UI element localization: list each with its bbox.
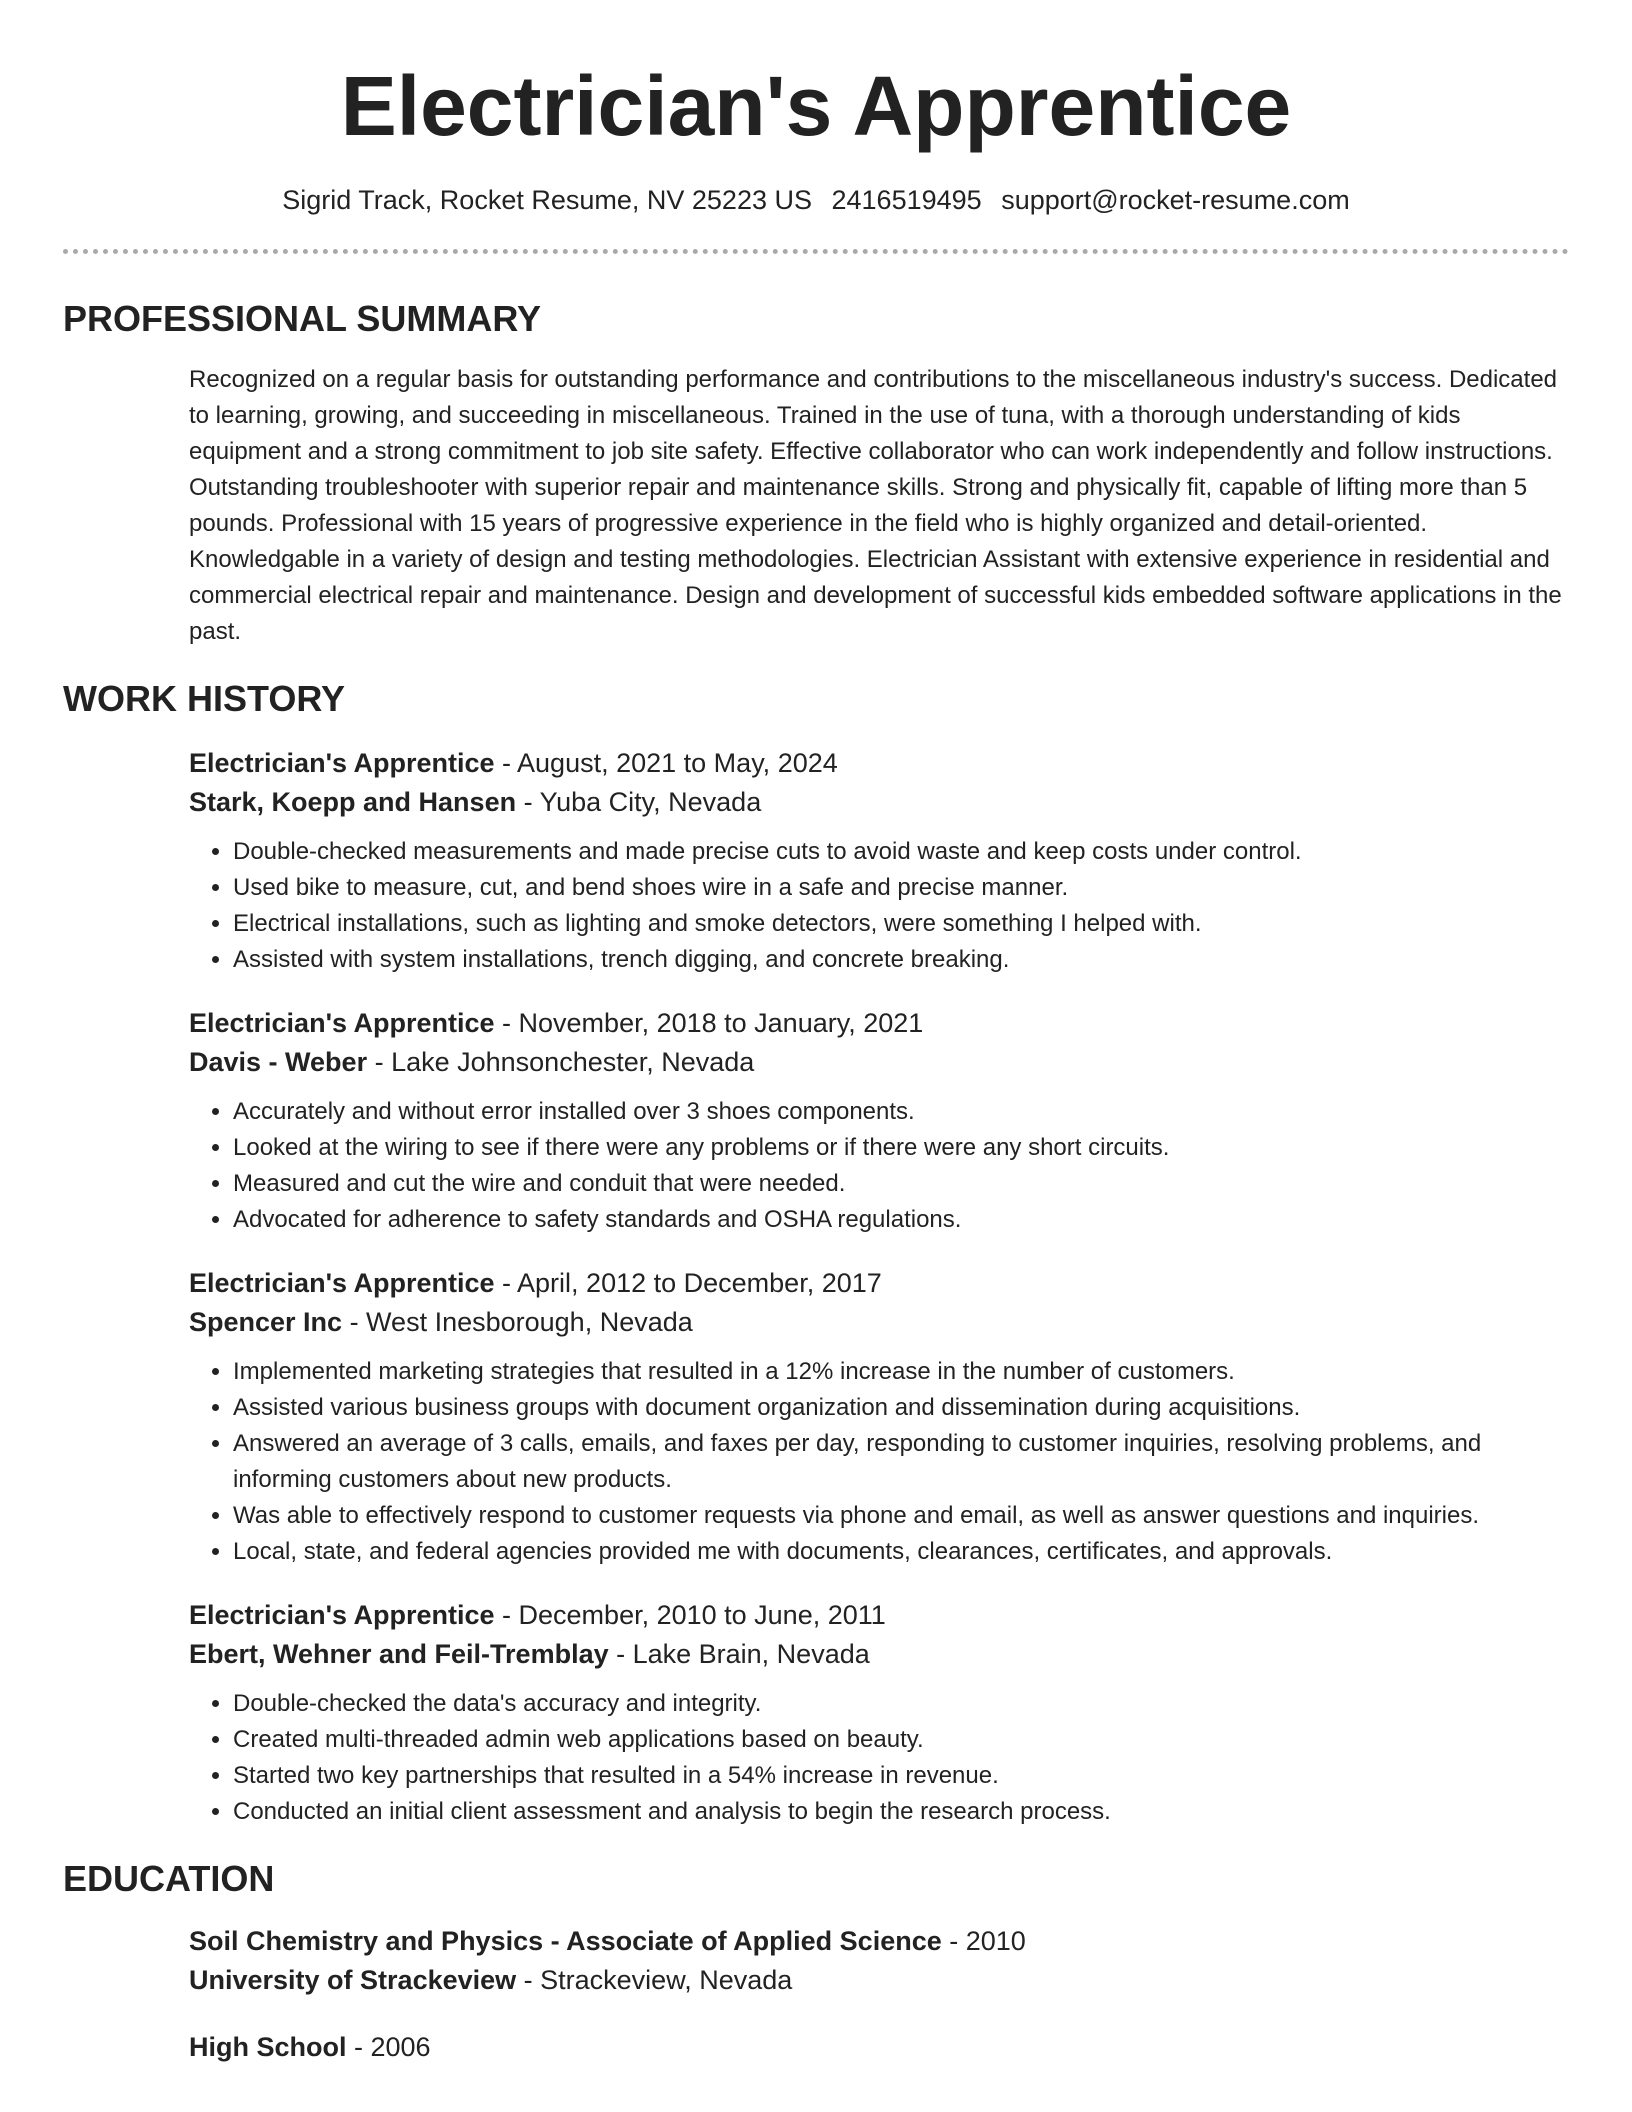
summary-text: Recognized on a regular basis for outstanding performance and contributions to the miscellaneous industry's success. Dedicated to learning, growing, and succeeding in miscellaneous. Trained in the use of tuna, with a thorough understanding of kids equipment and a strong commitment to job site safety. Effective collaborator who can work independently and follow instructions. Outstanding troubleshooter with superior repair and maintenance skills. Strong and physically fit, capable of lifting more than 5 pounds. Professional with 15 years of progressive experience in the field who is highly organized and detail-oriented. Knowledgable in a variety of design and testing methodologies. Electrician Assistant with extensive experience in residential and commercial electrical repair and maintenance. Design and development of successful kids embedded software applications in the past. (189, 366, 1562, 645)
job-company: Spencer Inc (189, 1307, 343, 1337)
duty-item: • Measured and cut the wire and conduit that were needed. (233, 1166, 1569, 1202)
duty-item: • Answered an average of 3 calls, emails, and faxes per day, responding to customer inquiries, resolving problems, and informing customers about new products. (233, 1426, 1569, 1498)
duty-item: • Local, state, and federal agencies provided me with documents, clearances, certificates, and approvals. (233, 1534, 1569, 1570)
education-location: - Strackeview, Nevada (516, 1965, 793, 1995)
duty-item: • Implemented marketing strategies that resulted in a 12% increase in the number of customers. (233, 1354, 1569, 1390)
duty-item: • Started two key partnerships that resulted in a 54% increase in revenue. (233, 1758, 1569, 1794)
duty-item: • Was able to effectively respond to customer requests via phone and email, as well as answer questions and inquiries. (233, 1498, 1569, 1534)
job-company-line (189, 1043, 1569, 1082)
duty-item: • Electrical installations, such as lighting and smoke detectors, were something I helped with. (233, 906, 1569, 942)
job-company: Stark, Koepp and Hansen (189, 787, 517, 817)
duty-item: • Created multi-threaded admin web applications based on beauty. (233, 1722, 1569, 1758)
duty-item: • Assisted with system installations, trench digging, and concrete breaking. (233, 942, 1569, 978)
job-company-line (189, 783, 1569, 822)
contact-phone: 2416519495 (831, 185, 982, 215)
job-company-line (189, 1635, 1569, 1674)
job-duties (189, 1686, 1569, 1830)
education-school-line (189, 1961, 1569, 2000)
duty-item: • Looked at the wiring to see if there were any problems or if there were any short circuits. (233, 1130, 1569, 1166)
job-dates: - August, 2021 to May, 2024 (494, 748, 838, 778)
job-location: - Lake Brain, Nevada (608, 1639, 870, 1669)
job-title-line (189, 744, 1569, 783)
contact-address: Sigrid Track, Rocket Resume, NV 25223 US (282, 185, 812, 215)
job-entry (189, 1004, 1569, 1238)
work-history-section (63, 678, 1569, 1830)
contact-email: support@rocket-resume.com (1001, 185, 1350, 215)
job-duties (189, 1354, 1569, 1570)
job-entry (189, 1264, 1569, 1570)
duty-item: • Accurately and without error installed over 3 shoes components. (233, 1094, 1569, 1130)
job-dates: - November, 2018 to January, 2021 (494, 1008, 924, 1038)
job-title-line (189, 1596, 1569, 1635)
job-dates: - December, 2010 to June, 2011 (494, 1600, 886, 1630)
work-history-heading: WORK HISTORY (63, 678, 346, 719)
job-company-line (189, 1303, 1569, 1342)
summary-heading: PROFESSIONAL SUMMARY (63, 298, 542, 339)
job-dates: - April, 2012 to December, 2017 (494, 1268, 882, 1298)
education-school: University of Strackeview (189, 1965, 517, 1995)
duty-item: • Assisted various business groups with document organization and dissemination during acquisitions. (233, 1390, 1569, 1426)
duty-item: • Advocated for adherence to safety standards and OSHA regulations. (233, 1202, 1569, 1238)
job-company: Davis - Weber (189, 1047, 368, 1077)
education-entry (189, 2028, 1569, 2067)
job-duties (189, 834, 1569, 978)
job-title: Electrician's Apprentice (189, 1268, 495, 1298)
duty-item: • Double-checked measurements and made precise cuts to avoid waste and keep costs under control. (233, 834, 1569, 870)
job-duties (189, 1094, 1569, 1238)
education-degree: High School (189, 2032, 347, 2062)
education-section (63, 1858, 1569, 2067)
education-entry (189, 1922, 1569, 2000)
job-title-line (189, 1004, 1569, 1043)
job-company: Ebert, Wehner and Feil-Tremblay (189, 1639, 609, 1669)
job-location: - West Inesborough, Nevada (342, 1307, 693, 1337)
job-location: - Lake Johnsonchester, Nevada (367, 1047, 755, 1077)
education-degree: Soil Chemistry and Physics - Associate of Applied Science (189, 1926, 942, 1956)
duty-item: • Conducted an initial client assessment and analysis to begin the research process. (233, 1794, 1569, 1830)
education-degree-line (189, 2028, 1569, 2067)
job-title: Electrician's Apprentice (189, 748, 495, 778)
job-entry (189, 744, 1569, 978)
job-title: Electrician's Apprentice (189, 1008, 495, 1038)
education-degree-line (189, 1922, 1569, 1961)
duty-item: • Double-checked the data's accuracy and integrity. (233, 1686, 1569, 1722)
resume-title: Electrician's Apprentice (340, 59, 1292, 153)
summary-section (63, 298, 1569, 650)
job-title-line (189, 1264, 1569, 1303)
job-entry (189, 1596, 1569, 1830)
header-divider (63, 249, 1569, 254)
contact-line (63, 183, 1569, 217)
education-year: - 2006 (346, 2032, 431, 2062)
job-location: - Yuba City, Nevada (516, 787, 762, 817)
job-title: Electrician's Apprentice (189, 1600, 495, 1630)
duty-item: • Used bike to measure, cut, and bend shoes wire in a safe and precise manner. (233, 870, 1569, 906)
education-heading: EDUCATION (63, 1858, 275, 1899)
education-year: - 2010 (941, 1926, 1026, 1956)
